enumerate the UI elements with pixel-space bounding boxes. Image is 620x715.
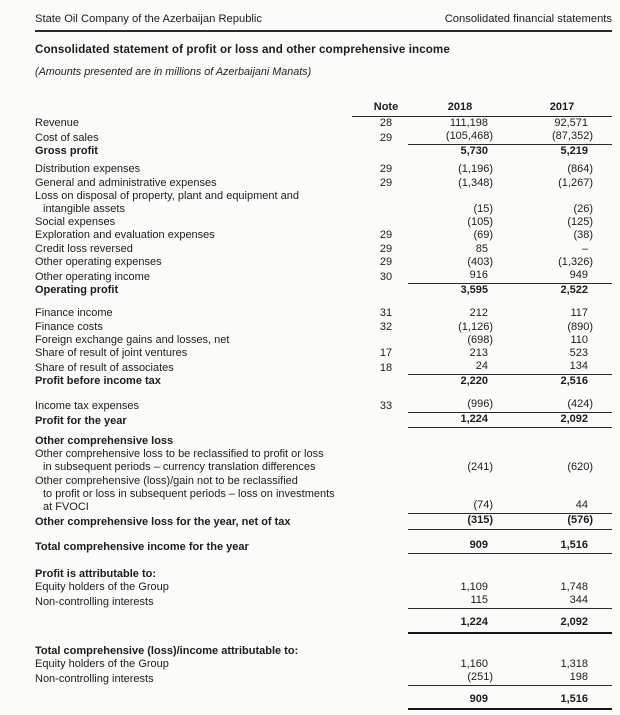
row-value-2018: (241): [467, 461, 493, 474]
row-label: Profit for the year: [35, 414, 127, 427]
table-row: [35, 216, 612, 229]
row-value-2017: 44: [512, 499, 612, 514]
row-value-2017: (620): [567, 461, 593, 474]
row-value-2018: 3,595: [460, 284, 488, 297]
row-note: [352, 216, 408, 229]
table-row: [35, 398, 612, 413]
row-label: Cost of sales: [35, 132, 99, 145]
table-row: [35, 448, 612, 474]
row-value-2018: (74): [408, 499, 512, 514]
statement-title: Consolidated statement of profit or loss and other comprehensive income: [35, 43, 450, 57]
row-label: Other comprehensive loss to be reclassified to profit or loss in subsequent periods – currency translation differences: [35, 448, 324, 474]
row-value-2017: (864): [567, 163, 593, 176]
row-value-2017: (890): [567, 320, 593, 333]
row-note: 29: [379, 255, 393, 268]
column-header-2017: 2017: [512, 101, 612, 117]
row-value-2018: [408, 435, 512, 448]
row-value-2018: (996): [408, 398, 512, 413]
row-note: [352, 145, 408, 158]
currency-note: (Amounts presented are in millions of Azerbaijani Manats): [35, 66, 312, 79]
row-value-2017: (38): [573, 229, 593, 242]
row-note: [352, 581, 408, 594]
table-row: [35, 229, 612, 242]
table-row: [35, 539, 612, 554]
row-value-2017: (125): [567, 216, 593, 229]
table-row: [35, 269, 612, 284]
row-note: [352, 462, 408, 475]
table-header-row: [35, 101, 612, 117]
column-header-2018: 2018: [408, 101, 512, 117]
row-note: [352, 375, 408, 388]
row-label: Foreign exchange gains and losses, net: [35, 333, 230, 346]
row-note: [352, 334, 408, 347]
row-value-2018: (251): [408, 671, 512, 686]
row-value-2018: (15): [473, 203, 493, 216]
row-label: Non-controlling interests: [35, 672, 154, 685]
row-note: [352, 620, 408, 633]
row-note: [352, 415, 408, 428]
row-label: [35, 697, 352, 710]
table-row: [35, 514, 612, 529]
row-value-2018: (1,348): [458, 176, 493, 189]
row-label: Other comprehensive loss for the year, net of tax: [35, 516, 291, 529]
row-note: [352, 697, 408, 710]
row-label: Income tax expenses: [35, 399, 139, 412]
row-value-2017: 949: [512, 269, 612, 284]
row-value-2018: 24: [408, 360, 512, 375]
row-note: 29: [379, 163, 393, 176]
table-row: [35, 117, 612, 130]
table-row: [35, 334, 612, 347]
row-value-2018: 909: [408, 539, 512, 554]
row-label: Total comprehensive income for the year: [35, 540, 249, 553]
row-note: 29: [379, 229, 393, 242]
row-value-2017: –: [581, 242, 588, 255]
row-note: 29: [379, 132, 393, 145]
row-value-2018: 1,224: [408, 616, 512, 633]
table-row: [35, 616, 612, 633]
row-label: Finance income: [35, 307, 113, 320]
table-row: [35, 347, 612, 360]
row-value-2018: 1,224: [408, 413, 512, 428]
table-row: [35, 145, 612, 158]
table-row: [35, 645, 612, 658]
row-value-2018: 85: [475, 242, 488, 255]
table-row: [35, 435, 612, 448]
table-row: [35, 413, 612, 428]
table-row: [35, 284, 612, 297]
row-label: [35, 620, 352, 633]
row-value-2017: 110: [570, 333, 588, 346]
table-row: [35, 130, 612, 145]
row-value-2017: [512, 568, 612, 581]
table-row: [35, 581, 612, 594]
row-value-2017: 5,219: [560, 145, 588, 158]
row-value-2018: (69): [473, 229, 493, 242]
row-note: 32: [379, 320, 393, 333]
row-value-2017: 117: [570, 307, 588, 320]
row-note: 18: [379, 362, 393, 375]
row-note: 17: [379, 347, 393, 360]
row-value-2017: 2,522: [560, 284, 588, 297]
row-note: [352, 501, 408, 514]
table-row: [35, 658, 612, 671]
page-header: [35, 13, 612, 32]
table-row: [35, 594, 612, 609]
row-value-2017: 198: [512, 671, 612, 686]
row-note: [352, 516, 408, 529]
row-label: Revenue: [35, 116, 80, 129]
row-value-2018: 115: [408, 594, 512, 609]
table-row: [35, 163, 612, 176]
row-value-2017: 2,092: [512, 413, 612, 428]
row-label: Finance costs: [35, 320, 103, 333]
row-label: Equity holders of the Group: [35, 580, 169, 593]
row-value-2017: [512, 645, 612, 658]
table-row: [35, 671, 612, 686]
table-body: [35, 117, 612, 711]
row-note: [352, 645, 408, 658]
row-label: Profit before income tax: [35, 375, 161, 388]
row-label: General and administrative expenses: [35, 176, 217, 189]
row-note: 29: [379, 242, 393, 255]
row-value-2018: (1,196): [458, 163, 493, 176]
row-label: Share of result of joint ventures: [35, 347, 188, 360]
report-type-label: Consolidated financial statements: [444, 13, 612, 25]
table-row: [35, 177, 612, 190]
row-label: Share of result of associates: [35, 362, 174, 375]
column-header-note: Note: [352, 101, 408, 117]
row-value-2017: 1,318: [560, 657, 588, 670]
row-label: Total comprehensive (loss)/income attributable to:: [35, 644, 299, 657]
row-value-2018: [408, 568, 512, 581]
row-note: 33: [379, 399, 393, 412]
company-name: State Oil Company of the Azerbaijan Republic: [35, 13, 262, 25]
row-value-2017: (1,267): [558, 176, 593, 189]
row-value-2017: 523: [569, 347, 588, 360]
table-row: [35, 321, 612, 334]
row-value-2017: 1,748: [560, 580, 588, 593]
row-value-2017: 1,516: [512, 693, 612, 710]
row-label: Loss on disposal of property, plant and equipment and intangible assets: [35, 189, 299, 216]
row-label: Credit loss reversed: [35, 242, 133, 255]
table-row: [35, 568, 612, 581]
row-label: Exploration and evaluation expenses: [35, 229, 215, 242]
row-note: 30: [379, 271, 393, 284]
table-row: [35, 256, 612, 269]
row-value-2018: 1,109: [460, 580, 488, 593]
row-value-2017: 134: [512, 360, 612, 375]
row-note: 29: [379, 176, 393, 189]
row-value-2018: 5,730: [460, 145, 488, 158]
row-label: Distribution expenses: [35, 163, 141, 176]
table-row: [35, 307, 612, 320]
row-value-2017: 1,516: [512, 539, 612, 554]
row-value-2018: 916: [408, 269, 512, 284]
table-row: [35, 375, 612, 388]
row-value-2017: (424): [512, 398, 612, 413]
row-value-2017: (26): [573, 203, 593, 216]
row-value-2017: 92,571: [554, 116, 588, 129]
row-label: Social expenses: [35, 216, 116, 229]
row-value-2017: (87,352): [512, 130, 612, 145]
header-spacer: [35, 104, 352, 117]
row-value-2018: 111,198: [449, 116, 488, 129]
row-value-2018: 212: [469, 307, 488, 320]
row-label: Operating profit: [35, 284, 119, 297]
row-value-2017: 2,092: [512, 616, 612, 633]
row-note: [352, 673, 408, 686]
row-note: [352, 284, 408, 297]
row-value-2018: 213: [469, 347, 488, 360]
row-label: Other comprehensive (loss)/gain not to be reclassified to profit or loss in subsequent periods – loss on investments at FVOCI: [35, 474, 335, 514]
row-value-2018: (105,468): [408, 130, 512, 145]
row-note: [352, 435, 408, 448]
table-row: [35, 190, 612, 216]
row-value-2017: [512, 435, 612, 448]
statement-table: [35, 101, 612, 711]
row-label: Non-controlling interests: [35, 596, 154, 609]
row-note: [352, 541, 408, 554]
row-label: Gross profit: [35, 145, 98, 158]
table-row: [35, 693, 612, 710]
row-value-2018: (698): [467, 333, 493, 346]
row-value-2018: (105): [467, 216, 493, 229]
row-value-2018: [408, 645, 512, 658]
row-label: Other operating expenses: [35, 255, 162, 268]
row-note: [352, 203, 408, 216]
row-value-2017: 2,516: [560, 375, 588, 388]
row-label: Other operating income: [35, 271, 150, 284]
row-note: 28: [379, 116, 393, 129]
table-row: [35, 243, 612, 256]
row-value-2017: 344: [512, 594, 612, 609]
row-value-2018: 1,160: [460, 657, 488, 670]
row-note: 31: [379, 307, 393, 320]
row-value-2018: 2,220: [460, 375, 488, 388]
table-row: [35, 360, 612, 375]
row-label: Other comprehensive loss: [35, 435, 174, 448]
table-row: [35, 475, 612, 515]
row-value-2017: (1,326): [558, 255, 593, 268]
row-value-2018: (315): [408, 514, 512, 529]
row-value-2018: (403): [467, 255, 493, 268]
row-value-2017: (576): [512, 514, 612, 529]
row-value-2018: (1,126): [458, 320, 493, 333]
row-label: Equity holders of the Group: [35, 657, 169, 670]
row-note: [352, 568, 408, 581]
row-note: [352, 658, 408, 671]
row-label: Profit is attributable to:: [35, 567, 156, 580]
row-note: [352, 596, 408, 609]
row-value-2018: 909: [408, 693, 512, 710]
